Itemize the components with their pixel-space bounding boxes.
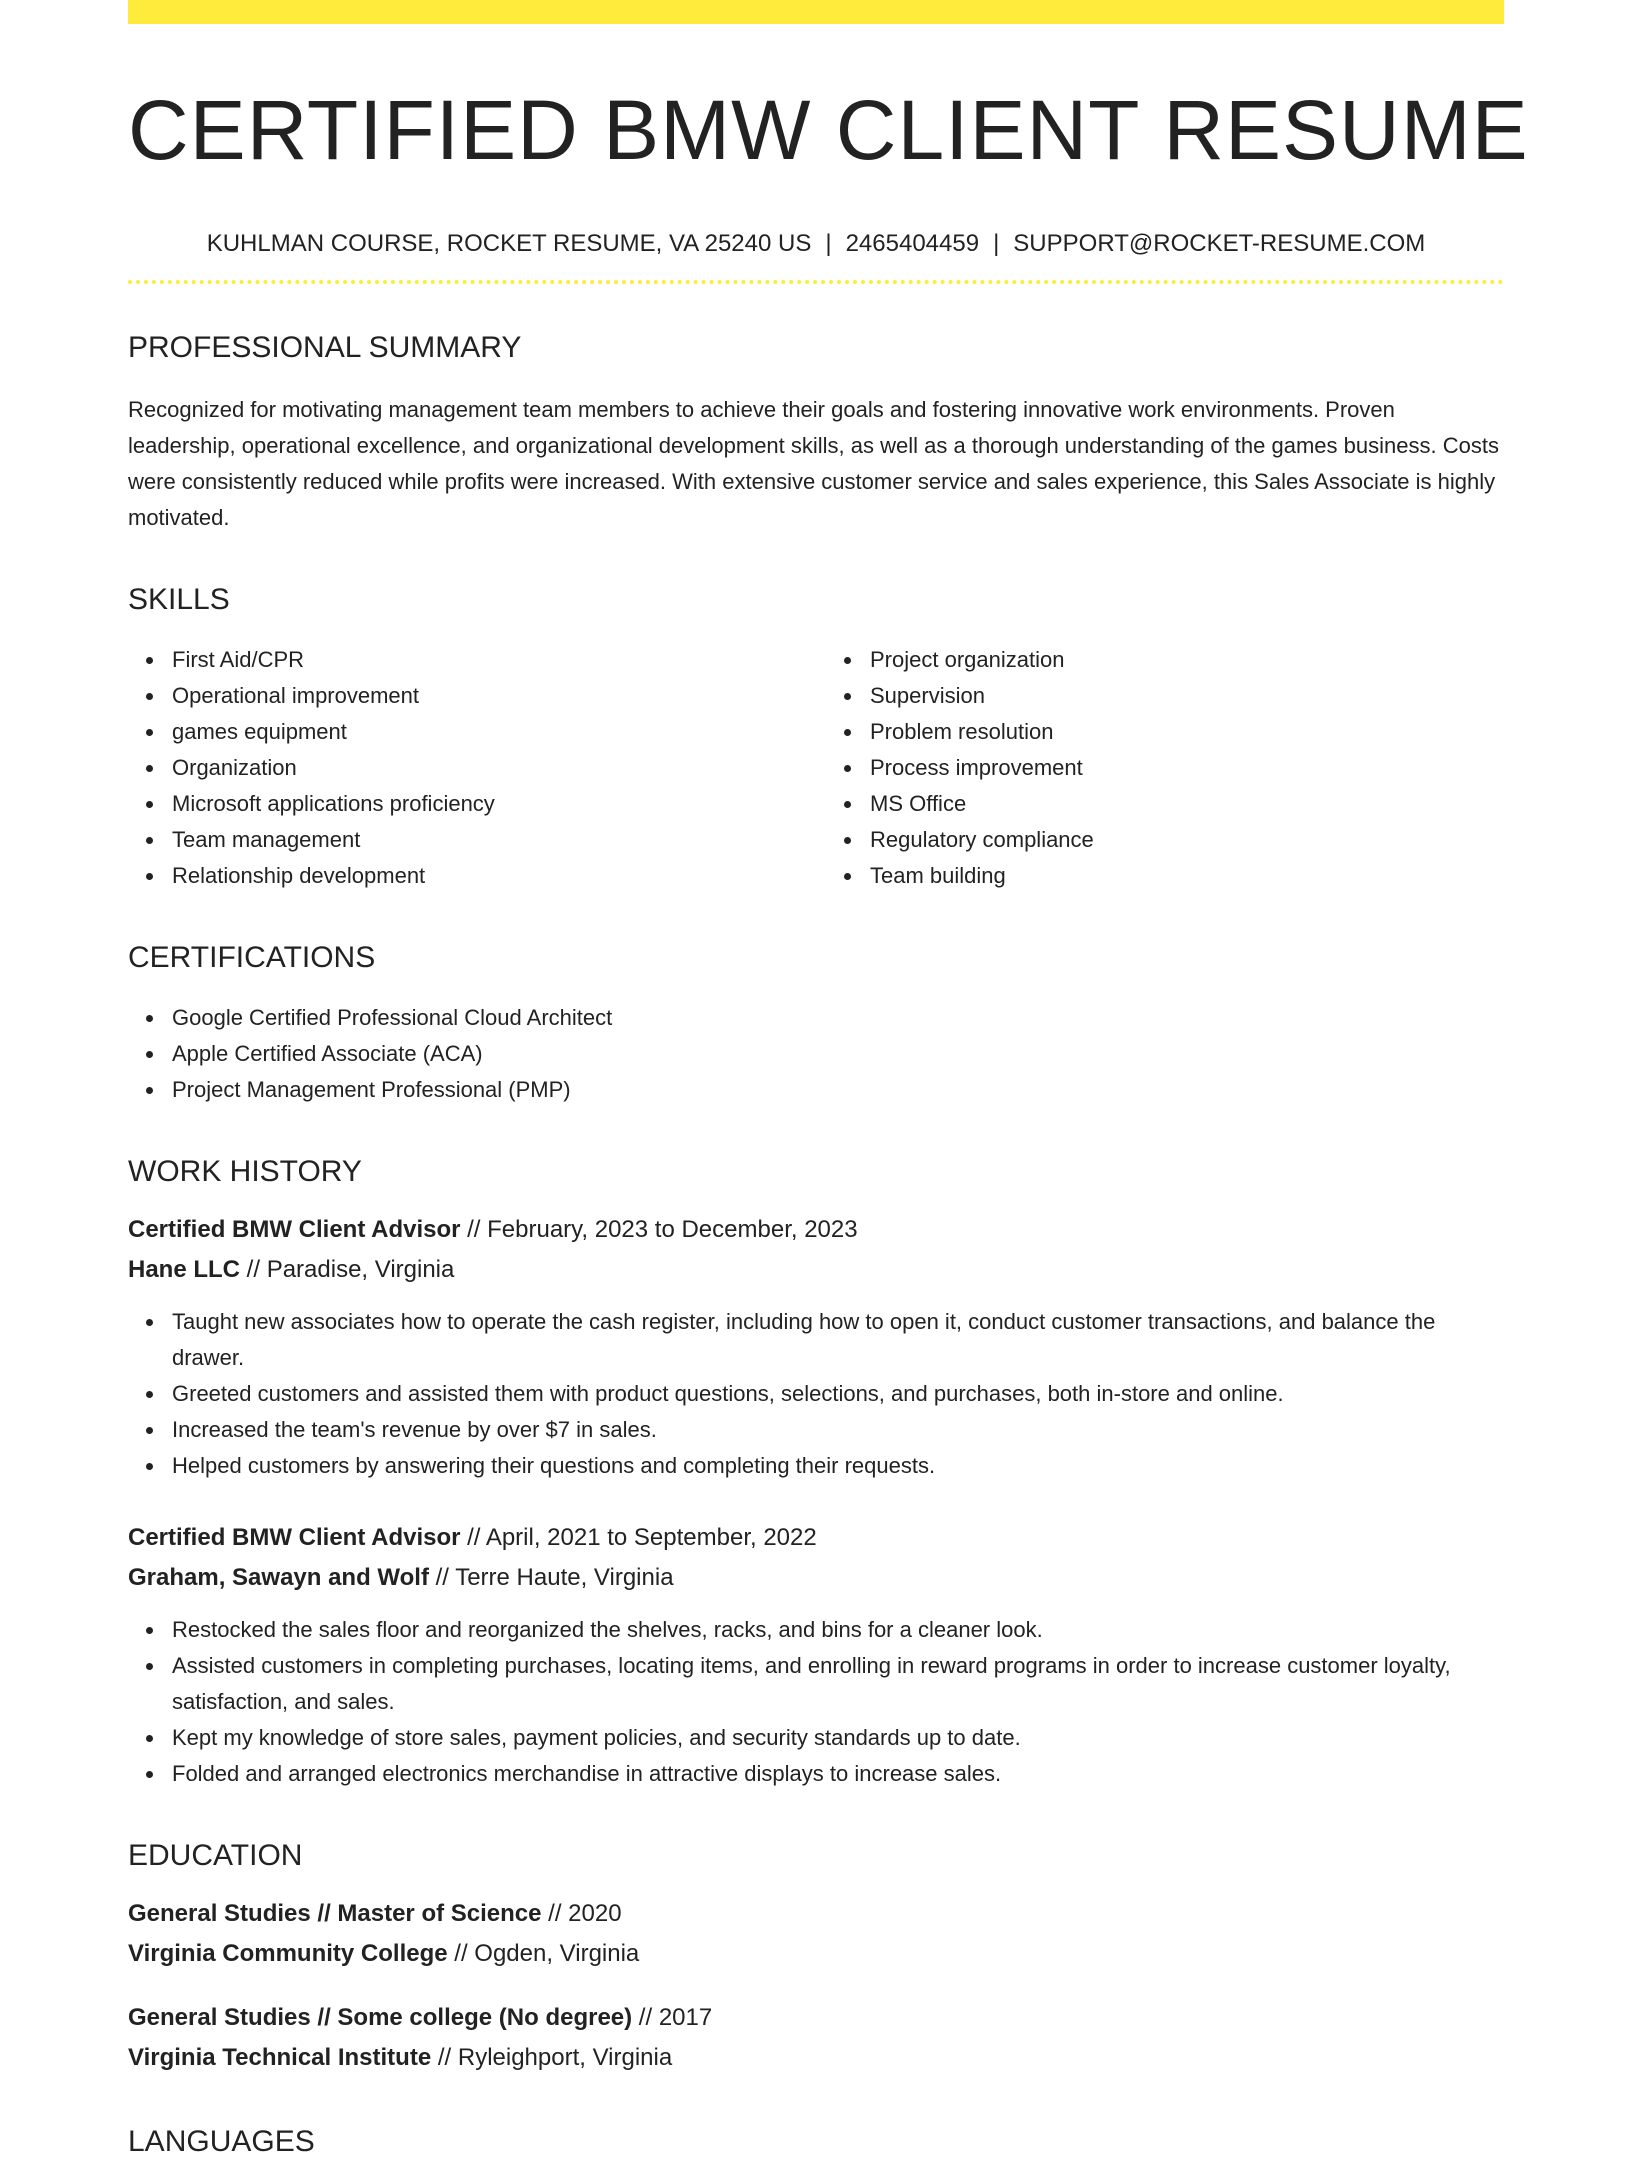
job-company: Graham, Sawayn and Wolf: [128, 1564, 429, 1591]
skill-item: Operational improvement: [128, 678, 806, 714]
job-dates: // February, 2023 to December, 2023: [460, 1216, 858, 1243]
education-heading: EDUCATION: [128, 1839, 303, 1872]
skill-item: Process improvement: [826, 750, 1504, 786]
job-company-line: [128, 1250, 1504, 1290]
contact-phone: 2465404459: [845, 230, 980, 257]
skill-item: Team management: [128, 822, 806, 858]
skill-item: Supervision: [826, 678, 1504, 714]
job-bullet: Folded and arranged electronics merchandise in attractive displays to increase sales.: [128, 1756, 1504, 1792]
skill-item: MS Office: [826, 786, 1504, 822]
education-entry: [128, 1894, 1504, 1974]
skills-list-right: [826, 642, 1504, 894]
skill-item: games equipment: [128, 714, 806, 750]
certifications-list: [128, 1000, 1504, 1108]
dotted-divider: [128, 280, 1504, 284]
skill-item: Microsoft applications proficiency: [128, 786, 806, 822]
skill-item: Regulatory compliance: [826, 822, 1504, 858]
top-accent-bar: [128, 0, 1504, 24]
job-dates: // April, 2021 to September, 2022: [460, 1524, 817, 1551]
job-bullets: [128, 1612, 1504, 1792]
job-title: Certified BMW Client Advisor: [128, 1524, 461, 1551]
job-bullet: Increased the team's revenue by over $7 in sales.: [128, 1412, 1504, 1448]
job-bullet: Restocked the sales floor and reorganized the shelves, racks, and bins for a cleaner look.: [128, 1612, 1504, 1648]
certification-item: Apple Certified Associate (ACA): [128, 1036, 1504, 1072]
education-location: // Ogden, Virginia: [447, 1940, 640, 1967]
education-school-line: [128, 2038, 1504, 2078]
work-history-heading: WORK HISTORY: [128, 1155, 362, 1188]
skill-item: Project organization: [826, 642, 1504, 678]
job-title-line: [128, 1518, 1504, 1558]
skills-list-left: [128, 642, 806, 894]
job-location: // Paradise, Virginia: [240, 1256, 455, 1283]
resume-title: CERTIFIED BMW CLIENT RESUME: [128, 83, 1529, 177]
education-school-line: [128, 1934, 1504, 1974]
summary-heading: PROFESSIONAL SUMMARY: [128, 331, 522, 364]
job-bullet: Taught new associates how to operate the cash register, including how to open it, conduct customer transactions, and balance the drawer.: [128, 1304, 1504, 1376]
contact-separator: |: [993, 230, 1000, 257]
contact-line: [128, 228, 1504, 260]
education-degree: General Studies // Some college (No degree): [128, 2004, 633, 2031]
certification-item: Project Management Professional (PMP): [128, 1072, 1504, 1108]
skills-heading: SKILLS: [128, 583, 230, 616]
education-year: // 2020: [541, 1900, 622, 1927]
education-entry: [128, 1998, 1504, 2078]
education-year: // 2017: [632, 2004, 713, 2031]
job-bullet: Greeted customers and assisted them with product questions, selections, and purchases, both in-store and online.: [128, 1376, 1504, 1412]
job-bullet: Kept my knowledge of store sales, payment policies, and security standards up to date.: [128, 1720, 1504, 1756]
skill-item: First Aid/CPR: [128, 642, 806, 678]
job-bullet: Helped customers by answering their questions and completing their requests.: [128, 1448, 1504, 1484]
summary-text: Recognized for motivating management team members to achieve their goals and fostering innovative work environments. Proven leadership, operational excellence, and organizational development skills, as well as a thorough understanding of the games business. Costs were consistently reduced while profits were increased. With extensive customer service and sales experience, this Sales Associate is highly motivated.: [128, 397, 1499, 530]
skill-item: Problem resolution: [826, 714, 1504, 750]
certifications-heading: CERTIFICATIONS: [128, 941, 376, 974]
education-degree-line: [128, 1894, 1504, 1934]
education-school: Virginia Technical Institute: [128, 2044, 432, 2071]
languages-heading: LANGUAGES: [128, 2125, 315, 2158]
skill-item: Organization: [128, 750, 806, 786]
job-bullets: [128, 1304, 1504, 1484]
job-entry: [128, 1210, 1504, 1484]
education-degree-line: [128, 1998, 1504, 2038]
contact-address: KUHLMAN COURSE, ROCKET RESUME, VA 25240 US: [206, 230, 812, 257]
job-company: Hane LLC: [128, 1256, 241, 1283]
skills-grid: [128, 642, 1504, 894]
education-location: // Ryleighport, Virginia: [431, 2044, 673, 2071]
job-bullet: Assisted customers in completing purchases, locating items, and enrolling in reward programs in order to increase customer loyalty, satisfaction, and sales.: [128, 1648, 1504, 1720]
skill-item: Team building: [826, 858, 1504, 894]
job-title-line: [128, 1210, 1504, 1250]
resume-page: [128, 0, 1529, 2162]
job-location: // Terre Haute, Virginia: [428, 1564, 674, 1591]
job-title: Certified BMW Client Advisor: [128, 1216, 461, 1243]
contact-separator: |: [825, 230, 832, 257]
job-entry: [128, 1518, 1504, 1792]
certification-item: Google Certified Professional Cloud Architect: [128, 1000, 1504, 1036]
skill-item: Relationship development: [128, 858, 806, 894]
education-degree: General Studies // Master of Science: [128, 1900, 542, 1927]
education-school: Virginia Community College: [128, 1940, 448, 1967]
job-company-line: [128, 1558, 1504, 1598]
contact-email: SUPPORT@ROCKET-RESUME.COM: [1013, 230, 1426, 257]
